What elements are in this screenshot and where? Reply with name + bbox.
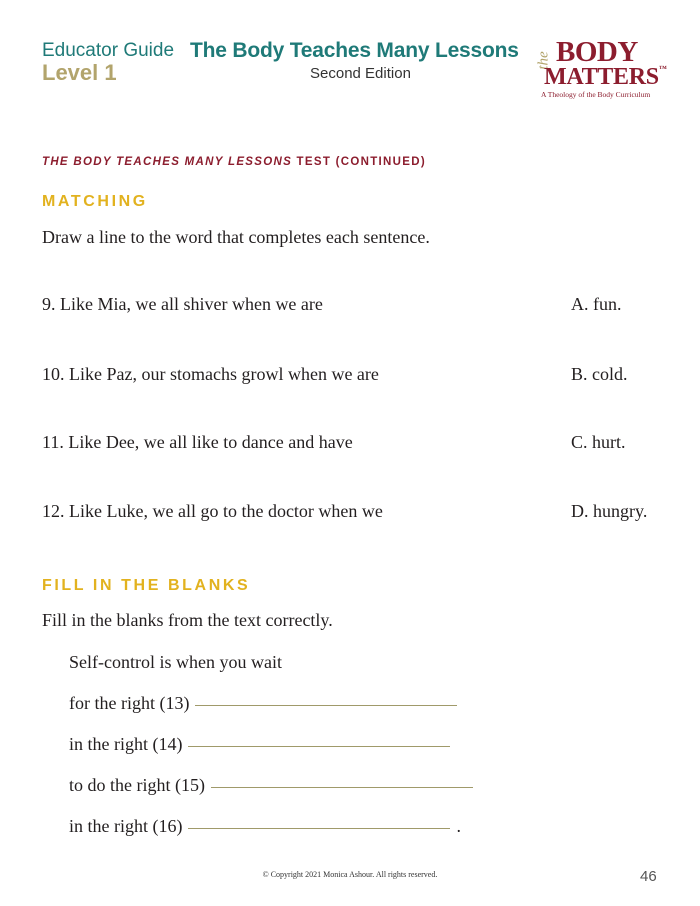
copyright-footer: © Copyright 2021 Monica Ashour. All rights reserved. [262,870,438,879]
question-9: 9. Like Mia, we all shiver when we are [42,294,323,314]
blank-14[interactable] [188,746,450,747]
matching-title: MATCHING [42,193,148,210]
logo-matters-text: MATTERS™ [544,64,667,90]
fill-instruction: Fill in the blanks from the text correctly. [42,610,333,630]
logo-tagline: A Theology of the Body Curriculum [541,90,651,99]
document-title: The Body Teaches Many Lessons [190,39,519,62]
test-heading: THE BODY TEACHES MANY LESSONS TEST (CONTINUED) [42,156,426,168]
question-10: 10. Like Paz, our stomachs growl when we are [42,364,379,384]
blank-13[interactable] [195,705,457,706]
answer-a: A. fun. [571,294,622,314]
guide-label: Educator Guide [42,40,175,61]
fill-line-15: to do the right (15) [69,775,473,796]
body-matters-logo [535,36,667,100]
fill-line-13: for the right (13) [69,693,457,714]
edition-label: Second Edition [310,65,411,82]
question-12: 12. Like Luke, we all go to the doctor when we [42,501,383,521]
level-label: Level 1 [42,60,117,85]
answer-b: B. cold. [571,364,628,384]
answer-d: D. hungry. [571,501,648,521]
page-number: 46 [640,868,657,885]
question-11: 11. Like Dee, we all like to dance and have [42,432,353,452]
blank-16[interactable] [188,828,450,829]
matching-instruction: Draw a line to the word that completes each sentence. [42,227,430,247]
fill-line-16: in the right (16) . [69,816,461,836]
logo-the-text: the [535,51,552,70]
end-period: . [456,816,461,836]
fill-title: FILL IN THE BLANKS [42,577,251,594]
fill-line-14: in the right (14) [69,734,450,755]
answer-c: C. hurt. [571,432,626,452]
logo-body-text: BODY [556,36,638,68]
fill-intro: Self-control is when you wait [69,652,282,672]
blank-15[interactable] [211,787,473,788]
